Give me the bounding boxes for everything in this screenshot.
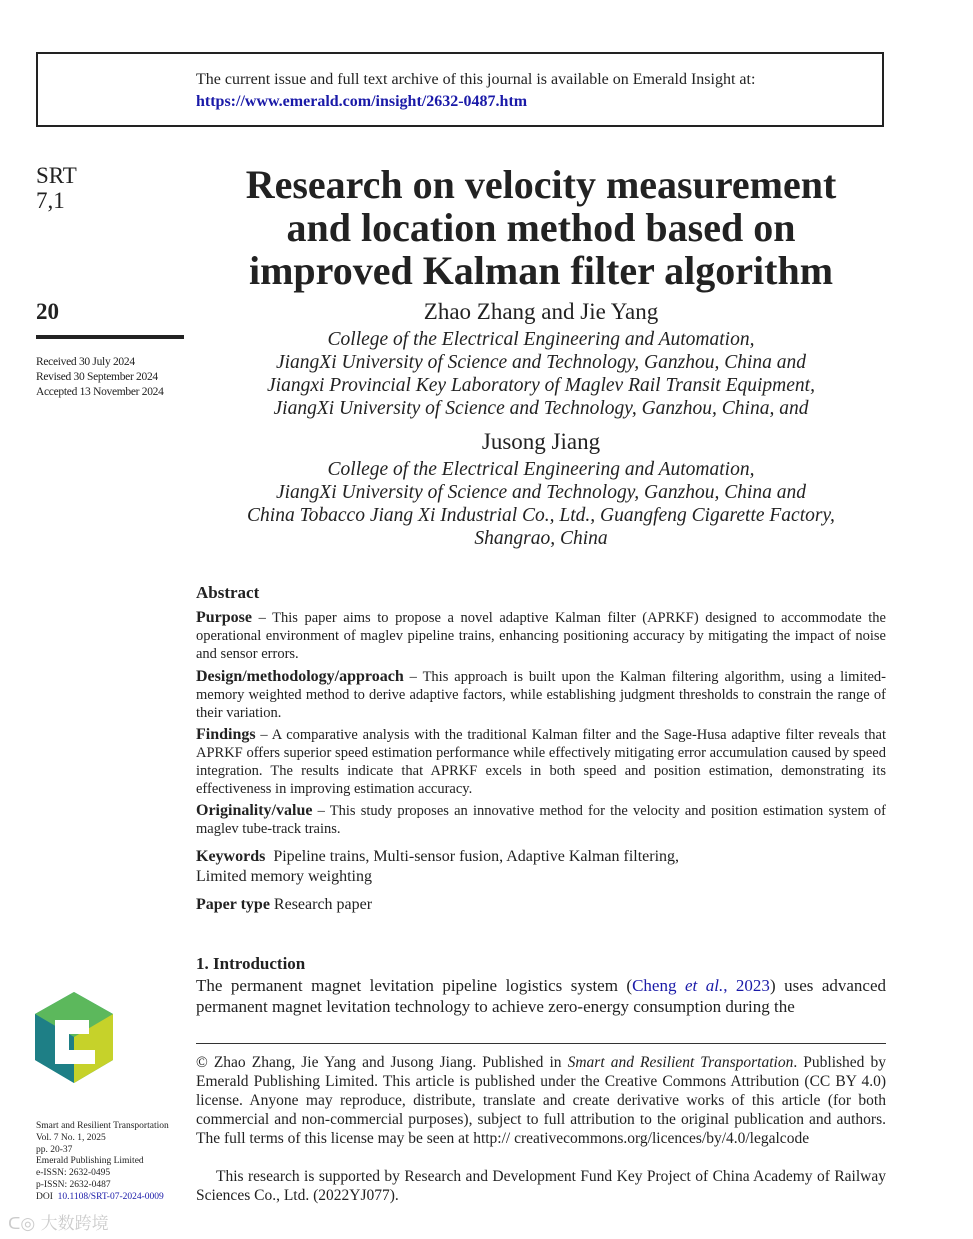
journal-name-italic: Smart and Resilient Transportation — [567, 1054, 794, 1071]
meta-eissn: e-ISSN: 2632-0495 — [36, 1168, 111, 1179]
copyright-footnote — [196, 1053, 886, 1148]
title-line: improved Kalman filter algorithm — [248, 248, 834, 293]
revised-date: Revised 30 September 2024 — [36, 371, 158, 383]
title-line: and location method based on — [286, 205, 796, 250]
keywords-line: Limited memory weighting — [196, 868, 372, 885]
copyright-text: © Zhao Zhang, Jie Yang and Jusong Jiang. Published in — [196, 1054, 568, 1071]
article-dates — [36, 355, 164, 400]
abstract-findings — [196, 726, 886, 798]
journal-volume: 7,1 — [36, 188, 65, 213]
findings-label: Findings — [196, 726, 256, 743]
sidebar-rule — [36, 335, 184, 339]
meta-volume: Vol. 7 No. 1, 2025 — [36, 1132, 106, 1143]
affiliation-line: Jiangxi Provincial Key Laboratory of Maglev Rail Transit Equipment, — [267, 375, 815, 396]
originality-label: Originality/value — [196, 802, 313, 819]
findings-text: – A comparative analysis with the traditional Kalman filter and the Sage-Husa adaptive filter reveals that APRKF offers superior speed estimation performance while effectively mitigating error accumulation caused by speed integration. The results indicate that APRKF excels in both speed and position estimation, demonstrating its effectiveness in improving estimation accuracy. — [196, 727, 886, 797]
citation-link[interactable] — [632, 976, 770, 995]
affiliation-second — [196, 458, 886, 550]
accepted-date: Accepted 13 November 2024 — [36, 386, 164, 398]
article-title — [196, 163, 886, 292]
purpose-text: – This paper aims to propose a novel adaptive Kalman filter (APRKF) designed to accommodate the operational environment of maglev pipeline trains, enhancing positioning accuracy by mitigating the impact of noise and sensor errors. — [196, 610, 886, 662]
intro-text: ) uses advanced permanent magnet levitation technology to achieve zero-energy consumption during the — [196, 976, 887, 1016]
abstract-originality — [196, 802, 886, 838]
meta-pissn: p-ISSN: 2632-0487 — [36, 1179, 111, 1190]
affiliation-line: JiangXi University of Science and Technology, Ganzhou, China and — [275, 482, 807, 503]
watermark: ᑕ◎ 大数跨境 — [8, 1214, 109, 1234]
affiliation-line: China Tobacco Jiang Xi Industrial Co., Ltd., Guangfeng Cigarette Factory, — [247, 505, 835, 526]
abstract-heading: Abstract — [196, 583, 260, 602]
design-text: – This approach is built upon the Kalman filtering algorithm, using a limited-memory weighted method to derive adaptive factors, while establishing judgment thresholds to constrain the range of their variation. — [196, 669, 886, 721]
paper-type-label: Paper type — [196, 896, 270, 913]
watermark-text: 大数跨境 — [40, 1214, 109, 1234]
cite-year: , 2023 — [723, 976, 770, 995]
meta-pages: pp. 20-37 — [36, 1144, 73, 1155]
availability-box — [36, 52, 884, 127]
journal-url-link[interactable]: https://www.emerald.com/insight/2632-0487.htm — [196, 93, 528, 110]
journal-logo-icon — [33, 990, 115, 1085]
meta-journal: Smart and Resilient Transportation — [36, 1121, 169, 1131]
title-line: Research on velocity measurement — [245, 162, 837, 207]
authors-second: Jusong Jiang — [481, 429, 601, 454]
doi-link[interactable]: 10.1108/SRT-07-2024-0009 — [57, 1191, 164, 1202]
publication-meta — [36, 1121, 169, 1204]
authors-first: Zhao Zhang and Jie Yang — [423, 299, 659, 324]
purpose-label: Purpose — [196, 609, 252, 626]
intro-text: The permanent magnet levitation pipeline logistics system ( — [196, 976, 633, 995]
affiliation-line: Shangrao, China — [474, 528, 608, 549]
design-label: Design/methodology/approach — [196, 668, 404, 685]
affiliation-line: College of the Electrical Engineering and Automation, — [327, 459, 755, 480]
journal-abbrev: SRT — [36, 163, 77, 188]
funding-footnote: This research is supported by Research and Development Fund Key Project of China Academy of Railway Sciences Co., Ltd. (2022YJ077). — [196, 1168, 886, 1204]
meta-doi-label: DOI — [36, 1191, 53, 1202]
keywords — [196, 847, 886, 887]
abstract-purpose — [196, 609, 886, 663]
affiliation-first — [196, 328, 886, 420]
footnote-rule — [196, 1043, 886, 1044]
paper-type — [196, 895, 886, 915]
copyright-text: . Published by Emerald Publishing Limited. This article is published under the Creative Commons Attribution (CC BY 4.0) license. Anyone may reproduce, distribute, translate and create derivative works of this article (for both commercial and non-commercial purposes), subject to full attribution to the original publication and authors. The full terms of this license may be seen at http:// creativecommons.org/licences/by/4.0/legalcode — [196, 1054, 886, 1147]
cite-author: Cheng — [632, 976, 685, 995]
affiliation-line: JiangXi University of Science and Technology, Ganzhou, China, and — [273, 398, 809, 419]
abstract-design — [196, 668, 886, 722]
journal-citation — [36, 163, 77, 213]
intro-heading: 1. Introduction — [196, 954, 306, 973]
affiliation-line: College of the Electrical Engineering and Automation, — [327, 329, 755, 350]
cite-etal: et al. — [684, 976, 724, 995]
keywords-line: Pipeline trains, Multi-sensor fusion, Adaptive Kalman filtering, — [273, 848, 680, 865]
intro-paragraph — [196, 975, 886, 1017]
keywords-label: Keywords — [196, 848, 266, 865]
originality-text: – This study proposes an innovative method for the velocity and position estimation system of maglev tube-track trains. — [196, 803, 886, 837]
meta-publisher: Emerald Publishing Limited — [36, 1156, 144, 1167]
affiliation-line: JiangXi University of Science and Technology, Ganzhou, China and — [275, 352, 807, 373]
availability-text: The current issue and full text archive of this journal is available on Emerald Insight at: — [196, 71, 756, 88]
page-number: 20 — [36, 299, 59, 324]
received-date: Received 30 July 2024 — [36, 356, 135, 368]
paper-type-value: Research paper — [273, 896, 373, 913]
